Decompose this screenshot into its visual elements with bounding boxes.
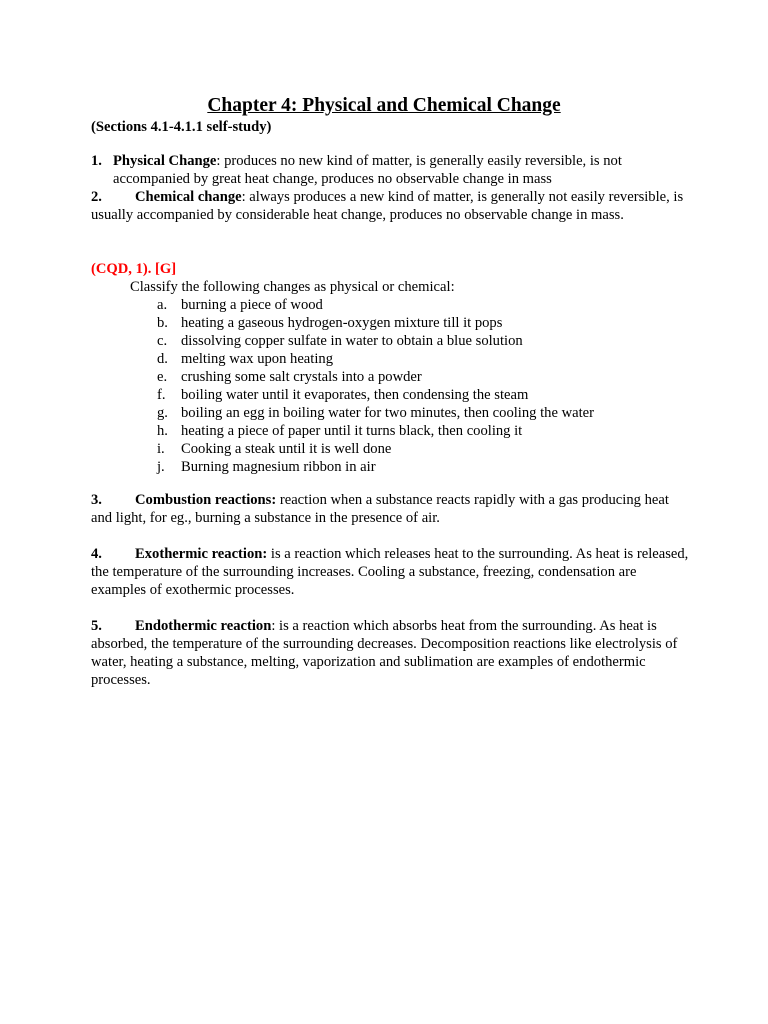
list-text: melting wax upon heating <box>181 351 333 367</box>
list-letter: f. <box>157 387 166 403</box>
list-item <box>157 350 594 368</box>
list-text: dissolving copper sulfate in water to obtain a blue solution <box>181 333 523 349</box>
item-term: Chemical change <box>135 189 242 205</box>
item-text: : is a reaction which absorbs heat from the surrounding. As heat is absorbed, the temperature of the surrounding decreases. Decomposition reactions like electrolysis of water, heating a substance, melting, vaporization and sublimation are examples of endothermic processes. <box>91 618 678 688</box>
question-label <box>91 260 691 278</box>
list-letter: i. <box>157 441 165 457</box>
item-number: 4. <box>91 546 102 562</box>
item-term: Combustion reactions: <box>135 492 277 508</box>
list-letter: d. <box>157 351 168 367</box>
list-letter: e. <box>157 369 168 385</box>
item-number: 2. <box>91 189 102 205</box>
item-number: 1. <box>91 153 102 169</box>
page-subtitle: (Sections 4.1-4.1.1 self-study) <box>91 119 272 135</box>
list-item <box>157 296 594 314</box>
item-text: : always produces a new kind of matter, is generally not easily reversible, is usually accompanied by considerable heat change, produces no observable change in mass. <box>91 189 684 223</box>
list-item <box>157 368 594 386</box>
item-number: 5. <box>91 618 102 634</box>
list-letter: a. <box>157 297 168 313</box>
item-combustion-reactions <box>91 491 691 527</box>
list-letter: j. <box>157 459 165 475</box>
list-item <box>157 314 594 332</box>
item-text: reaction when a substance reacts rapidly with a gas producing heat and light, for eg., burning a substance in the presence of air. <box>91 492 669 526</box>
question-code: (CQD, 1). [G] <box>91 261 177 277</box>
list-text: burning a piece of wood <box>181 297 323 313</box>
item-text: : produces no new kind of matter, is generally easily reversible, is not accompanied by great heat change, produces no observable change in mass <box>113 153 622 187</box>
question-prompt: Classify the following changes as physical or chemical: <box>130 279 455 295</box>
list-item <box>157 386 594 404</box>
list-text: Burning magnesium ribbon in air <box>181 459 376 475</box>
item-term: Exothermic reaction: <box>135 546 268 562</box>
list-letter: g. <box>157 405 168 421</box>
item-body <box>113 152 691 188</box>
list-text: heating a piece of paper until it turns black, then cooling it <box>181 423 523 439</box>
list-item <box>157 422 594 440</box>
list-letter: b. <box>157 315 168 331</box>
list-text: crushing some salt crystals into a powder <box>181 369 422 385</box>
item-term: Physical Change <box>113 153 217 169</box>
page-title: Chapter 4: Physical and Chemical Change <box>207 95 561 116</box>
item-text: is a reaction which releases heat to the surrounding. As heat is released, the temperature of the surrounding increases. Cooling a substance, freezing, condensation are examples of exothermic processes. <box>91 546 689 598</box>
item-exothermic-reaction <box>91 545 691 599</box>
item-chemical-change <box>91 188 691 224</box>
list-item <box>157 404 594 422</box>
list-text: boiling water until it evaporates, then condensing the steam <box>181 387 529 403</box>
item-term: Endothermic reaction <box>135 618 272 634</box>
list-item <box>157 458 594 476</box>
list-text: heating a gaseous hydrogen-oxygen mixture till it pops <box>181 315 503 331</box>
list-item <box>157 332 594 350</box>
item-number: 3. <box>91 492 102 508</box>
list-letter: h. <box>157 423 168 439</box>
item-physical-change <box>91 152 691 188</box>
list-text: boiling an egg in boiling water for two minutes, then cooling the water <box>181 405 594 421</box>
list-text: Cooking a steak until it is well done <box>181 441 392 457</box>
item-endothermic-reaction <box>91 617 691 689</box>
question-list <box>157 296 594 476</box>
list-item <box>157 440 594 458</box>
list-letter: c. <box>157 333 168 349</box>
